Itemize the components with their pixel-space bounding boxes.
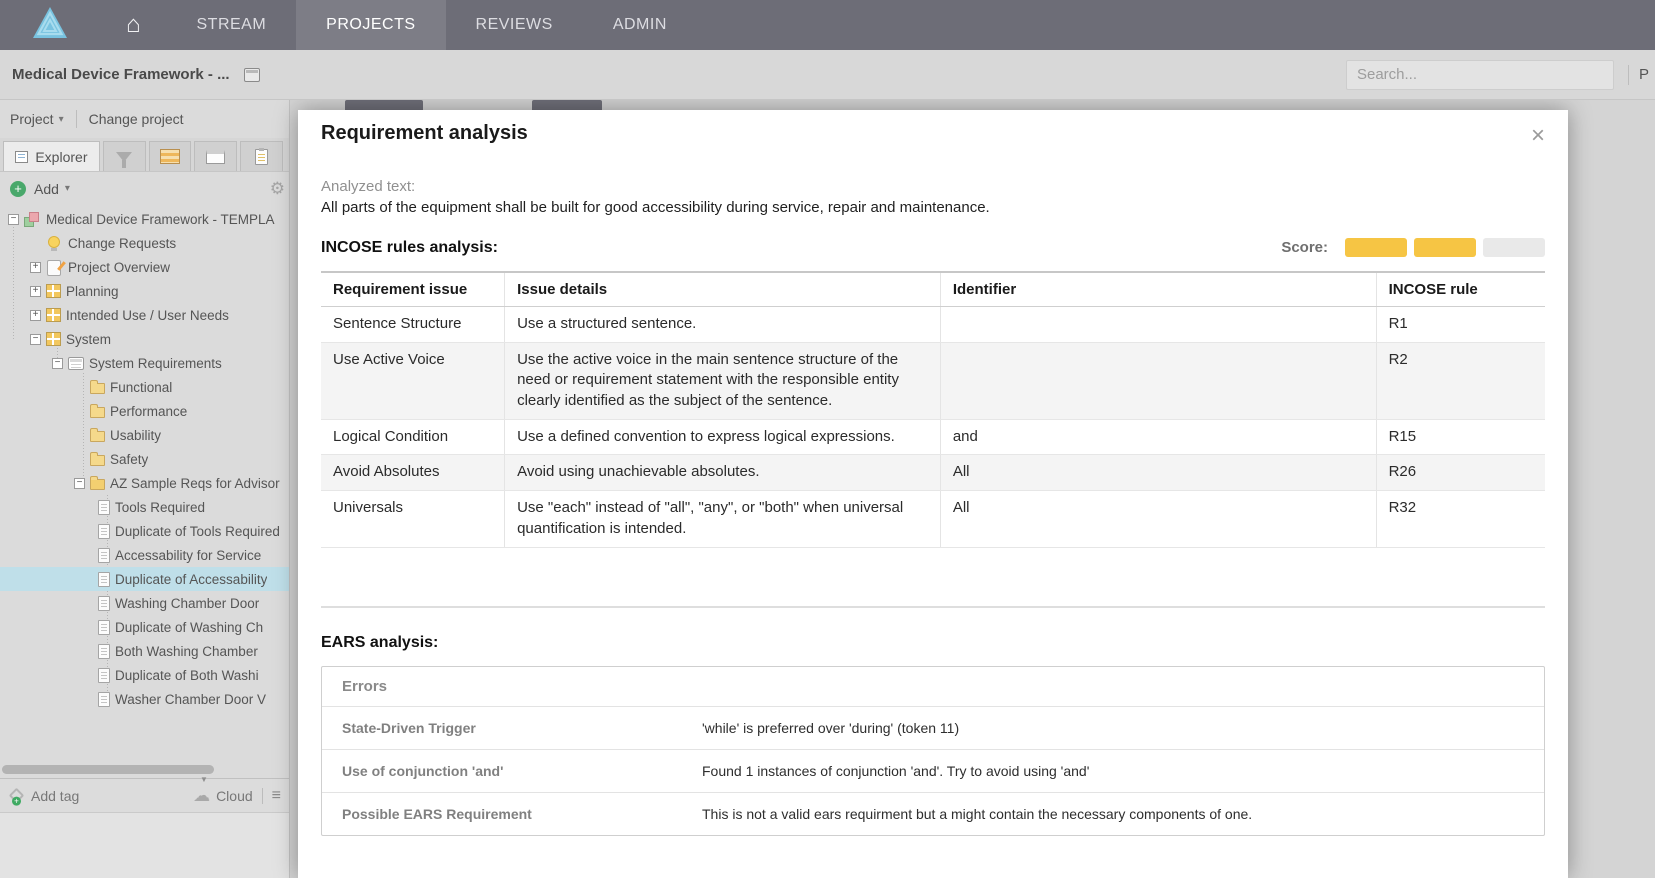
horizontal-scrollbar[interactable]	[0, 762, 289, 784]
collapse-handle-icon[interactable]: ▼	[200, 775, 208, 784]
tree-item-selected[interactable]: Duplicate of Accessability	[0, 567, 289, 591]
document-icon	[98, 500, 110, 515]
ears-row	[322, 750, 1544, 793]
tree-item[interactable]: Duplicate of Tools Required	[0, 519, 289, 543]
tab-panel-view[interactable]	[194, 141, 237, 171]
jama-logo-icon	[28, 3, 72, 47]
document-icon	[98, 524, 110, 539]
plus-badge-icon: +	[12, 797, 21, 806]
tree-item[interactable]: Washer Chamber Door V	[0, 687, 289, 711]
document-icon	[98, 596, 110, 611]
tree-item[interactable]: − AZ Sample Reqs for Advisor	[0, 471, 289, 495]
filter-icon	[116, 152, 132, 162]
cell-issue: Sentence Structure	[321, 307, 505, 343]
cell-identifier: All	[940, 491, 1376, 547]
component-grid-icon	[46, 284, 61, 298]
folder-icon	[90, 455, 105, 466]
table-row	[321, 491, 1545, 547]
spacer	[74, 406, 85, 417]
chevron-down-icon: ▾	[64, 183, 70, 194]
collapse-icon[interactable]	[8, 214, 19, 225]
spacer	[74, 430, 85, 441]
clipboard-icon	[255, 149, 268, 165]
tree-item[interactable]: Accessability for Service	[0, 543, 289, 567]
cloud-icon: ☁	[193, 785, 211, 805]
cell-issue: Avoid Absolutes	[321, 455, 505, 491]
expand-icon[interactable]	[30, 310, 41, 321]
change-project-link[interactable]: Change project	[88, 111, 184, 127]
cell-rule: R2	[1376, 342, 1545, 419]
project-menu[interactable]: Project	[10, 111, 54, 127]
cell-rule: R26	[1376, 455, 1545, 491]
document-icon	[98, 668, 110, 683]
cell-details: Avoid using unachievable absolutes.	[505, 455, 941, 491]
ears-rule-label: State-Driven Trigger	[342, 719, 476, 736]
tree-item[interactable]: Duplicate of Washing Ch	[0, 615, 289, 639]
nav-item-projects[interactable]: PROJECTS	[296, 0, 445, 50]
document-icon	[98, 644, 110, 659]
panel-view-icon	[206, 150, 225, 164]
ears-row	[322, 707, 1544, 750]
top-navigation	[0, 0, 1655, 50]
panel-toggle-icon[interactable]	[244, 68, 260, 82]
sidebar-empty-area	[0, 812, 289, 878]
column-header: Issue details	[505, 272, 941, 307]
cell-identifier	[940, 342, 1376, 419]
divider	[1628, 65, 1629, 85]
folder-open-icon	[90, 479, 105, 490]
score-bar-empty	[1483, 238, 1545, 257]
add-tag-button[interactable]: Add tag	[31, 787, 80, 804]
table-row	[321, 307, 1545, 343]
ears-heading: EARS analysis:	[321, 633, 439, 651]
sidebar-tabs	[0, 138, 289, 172]
tab-test-plans[interactable]	[240, 141, 283, 171]
incose-rules-table	[321, 271, 1545, 548]
background-tab	[345, 100, 423, 110]
divider	[262, 788, 263, 804]
tree-item[interactable]: Safety	[0, 447, 289, 471]
tab-explorer[interactable]: Explorer	[3, 141, 100, 171]
table-view-icon	[160, 149, 180, 164]
tree-item[interactable]: + Intended Use / User Needs	[0, 303, 289, 327]
cell-details: Use a defined convention to express logical expressions.	[505, 419, 941, 455]
ears-row	[322, 793, 1544, 835]
search-scope-label[interactable]: P	[1638, 66, 1649, 83]
requirements-set-icon	[68, 357, 84, 370]
spacer	[74, 382, 85, 393]
cell-identifier: All	[940, 455, 1376, 491]
project-title: Medical Device Framework - ...	[12, 66, 230, 83]
spacer	[30, 238, 41, 249]
project-title-bar	[0, 50, 1655, 100]
requirement-analysis-dialog	[298, 110, 1568, 878]
sidebar-footer	[0, 778, 289, 812]
tree-item[interactable]: Usability	[0, 423, 289, 447]
analyzed-text-value: All parts of the equipment shall be built for good accessibility during service, repair and maintenance.	[321, 199, 990, 216]
table-header-row	[321, 272, 1545, 307]
cell-identifier	[940, 307, 1376, 343]
close-icon[interactable]: ×	[1530, 122, 1545, 149]
project-blocks-icon	[24, 212, 41, 227]
expand-icon[interactable]	[30, 286, 41, 297]
tab-filter[interactable]	[103, 141, 146, 171]
tab-table-view[interactable]	[149, 141, 192, 171]
collapse-icon[interactable]	[74, 478, 85, 489]
section-divider	[321, 606, 1545, 608]
ears-group-header: Errors	[322, 667, 1544, 707]
cell-issue: Use Active Voice	[321, 342, 505, 419]
folder-icon	[90, 407, 105, 418]
column-header: INCOSE rule	[1376, 272, 1545, 307]
tree-item[interactable]: Tools Required	[0, 495, 289, 519]
chevron-down-icon: ▾	[58, 113, 64, 125]
score-bar-filled	[1414, 238, 1476, 257]
collapse-icon[interactable]	[30, 334, 41, 345]
analyzed-text-label: Analyzed text:	[321, 178, 416, 195]
cloud-button[interactable]: Cloud	[216, 787, 253, 804]
folder-icon	[90, 383, 105, 394]
project-tree	[0, 205, 289, 762]
tree-item[interactable]: Duplicate of Both Washi	[0, 663, 289, 687]
background-tab	[532, 100, 602, 110]
lightbulb-icon	[46, 236, 63, 251]
cell-issue: Logical Condition	[321, 419, 505, 455]
app-logo[interactable]	[0, 0, 100, 50]
divider	[76, 110, 77, 128]
ears-rule-detail: This is not a valid ears requirment but a might contain the necessary components of one.	[702, 805, 1253, 822]
table-row	[321, 419, 1545, 455]
folder-icon	[90, 431, 105, 442]
nav-item-reviews[interactable]: REVIEWS	[475, 16, 553, 33]
document-icon	[98, 692, 110, 707]
table-row	[321, 455, 1545, 491]
cell-rule: R15	[1376, 419, 1545, 455]
explorer-list-icon	[15, 151, 28, 163]
tree-item[interactable]: + Planning	[0, 279, 289, 303]
ears-rule-detail: Found 1 instances of conjunction 'and'. Try to avoid using 'and'	[702, 762, 1090, 779]
nav-item-admin[interactable]: ADMIN	[612, 16, 667, 33]
tree-item[interactable]: Functional	[0, 375, 289, 399]
score-label: Score:	[1281, 239, 1328, 256]
table-row	[321, 342, 1545, 419]
tree-item[interactable]: Washing Chamber Door	[0, 591, 289, 615]
tag-icon	[9, 788, 25, 804]
ears-results-table	[321, 666, 1545, 836]
ears-rule-label: Possible EARS Requirement	[342, 805, 532, 822]
tree-item[interactable]: Performance	[0, 399, 289, 423]
document-icon	[98, 548, 110, 563]
score-bar-filled	[1345, 238, 1407, 257]
cell-details: Use the active voice in the main sentence structure of the need or requirement statement with the responsible entity clearly identified as the subject of the sentence.	[505, 342, 941, 419]
column-header: Identifier	[940, 272, 1376, 307]
spacer	[74, 454, 85, 465]
cell-identifier: and	[940, 419, 1376, 455]
score-indicator	[1281, 238, 1545, 257]
tree-item[interactable]: − System	[0, 327, 289, 351]
list-lines-icon[interactable]: ≡	[271, 786, 281, 804]
add-plus-icon	[10, 181, 26, 197]
tree-item[interactable]: − Medical Device Framework - TEMPLA	[0, 207, 289, 231]
tree-item[interactable]: Both Washing Chamber	[0, 639, 289, 663]
document-icon	[98, 620, 110, 635]
cell-rule: R1	[1376, 307, 1545, 343]
cell-details: Use a structured sentence.	[505, 307, 941, 343]
search-input[interactable]	[1346, 60, 1614, 90]
ears-rule-detail: 'while' is preferred over 'during' (token 11)	[702, 719, 960, 736]
tree-item[interactable]: Change Requests	[0, 231, 289, 255]
ears-rule-label: Use of conjunction 'and'	[342, 762, 504, 779]
cell-issue: Universals	[321, 491, 505, 547]
dialog-title: Requirement analysis	[321, 122, 528, 144]
component-grid-icon	[46, 308, 61, 322]
add-button[interactable]: Add	[34, 180, 59, 197]
scrollbar-thumb[interactable]	[2, 765, 214, 774]
explorer-sidebar	[0, 100, 290, 878]
document-icon	[98, 572, 110, 587]
home-icon[interactable]: ⌂	[126, 11, 141, 38]
incose-heading: INCOSE rules analysis:	[321, 238, 498, 256]
cell-details: Use "each" instead of "all", "any", or "both" when universal quantification is intended.	[505, 491, 941, 547]
tree-item[interactable]: + Project Overview	[0, 255, 289, 279]
overview-doc-icon	[46, 260, 63, 275]
cell-rule: R32	[1376, 491, 1545, 547]
component-grid-icon	[46, 332, 61, 346]
collapse-icon[interactable]	[52, 358, 63, 369]
expand-icon[interactable]	[30, 262, 41, 273]
tree-item[interactable]: − System Requirements	[0, 351, 289, 375]
column-header: Requirement issue	[321, 272, 505, 307]
nav-item-stream[interactable]: STREAM	[196, 16, 267, 33]
gear-icon[interactable]: ⚙	[269, 178, 285, 198]
